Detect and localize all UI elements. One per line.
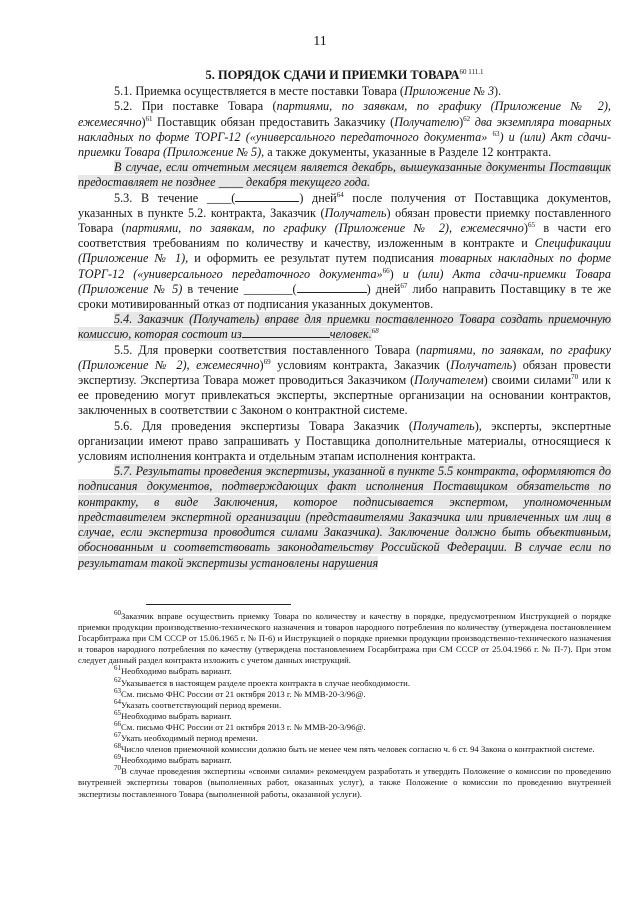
clause-text: 5.2. При поставке Товара ( <box>114 99 277 114</box>
clause-italic: Приложение № 3 <box>403 84 495 99</box>
clause-text: или к ее проведению могут привлекаться эксперты, экспертные организации на основании контрактов, заключенных в соответствии с Законом о контрактной системе. <box>78 373 611 418</box>
footnote-divider <box>146 604 291 605</box>
december-note <box>78 160 611 190</box>
clause-5-5: 5.5. Для проверки соответствия поставленного Товара (партиями, по заявкам, по графику (Приложение № 2), ежемесячно)$^{69}$ условиям контракта, Заказчик (Получатель) обязан провести экспертизу. Экспертиза Товара может проводиться Заказчиком (Получателем) своими силами$^{70}$ или к ее проведению могут привлекаться эксперты, экспертные организации на основании контрактов, заключенных в соответствии с Законом о контрактной системе. <box>78 342 611 418</box>
clause-text: либо направить Поставщику в те же сроки мотивированный отказ от подписания указанных документов. <box>78 281 611 312</box>
footnote-65 <box>78 708 611 722</box>
clause-5-3: 5.3. В течение ____( ) дней$^{64}$ после получения от Поставщика документов, указанных в пункте 5.2. контракта, Заказчик (Получатель) обязан провести приемку поставленного Товара (партиями, по заявкам, по графику (Приложение № 2), ежемесячно)$^{65}$ в части его соответствия требованиям по количеству и качеству, изложенным в контракте и Спецификации (Приложение № 1), и оформить ее результат путем подписания товарных накладных по форме ТОРГ-12 («универсального передаточного документа»$^{66}$) и (или) Акта сдачи-приемки Товара (Приложение № 5) в течение ________( ) дней$^{67}$ либо направить Поставщику в те же сроки мотивированный отказ от подписания указанных документов. <box>78 190 612 312</box>
footnote-62 <box>78 675 611 689</box>
footnote-text: Необходимо выбрать вариант. <box>121 666 232 677</box>
footnote-ref: 64 <box>336 190 344 199</box>
clause-italic: Получатель <box>412 418 475 433</box>
clause-text: в части его соответствия требованиям по количеству и качеству, изложенным в контракте и <box>78 221 612 251</box>
clause-text: 5.5. Для проверки соответствия поставленного Товара ( <box>114 342 421 357</box>
clause-italic: Спецификации (Приложение № 1) <box>78 236 611 266</box>
clause-italic: партиями, по заявкам, по графику (Приложение № 2), ежемесячно <box>78 99 611 129</box>
clause-5-4 <box>78 312 611 342</box>
clause-italic: товарных накладных по форме ТОРГ-12 («универсального передаточного документа» <box>78 251 611 281</box>
clause-text: Поставщик обязан предоставить Заказчику ( <box>152 114 395 129</box>
clause-text: 5.1. Приемка осуществляется в месте поставки Товара ( <box>114 84 404 99</box>
clause-5-2: 5.2. При поставке Товара (партиями, по заявкам, по графику (Приложение № 2), ежемесячно)$^{61}$ Поставщик обязан предоставить Заказчику (Получателю)$^{62}$ два экземпляра товарных накладных по форме ТОРГ-12 («универсального передаточного документа» $^{63}$) и (или) Акт сдачи-приемки Товара (Приложение № 5), а также документы, указанные в Разделе 12 контракта. <box>78 99 612 160</box>
footnote-text: Необходимо выбрать вариант. <box>121 710 232 721</box>
footnote-number: 60 <box>114 609 121 618</box>
footnote-ref: 67 <box>400 281 408 290</box>
footnote-text: Указать соответствующий период времени. <box>121 699 282 710</box>
footnote-ref: 70 <box>571 373 579 381</box>
heading-footnote-refs: 60 111.1 <box>459 67 484 76</box>
blank-field <box>235 191 299 202</box>
footnote-ref: 66 <box>382 266 390 275</box>
footnote-70 <box>78 766 611 799</box>
clause-italic: Получателем <box>414 373 484 388</box>
clause-italic: два экземпляра товарных накладных по форме ТОРГ-12 («универсального передаточного документа» <box>78 114 611 144</box>
footnote-number: 63 <box>114 686 121 695</box>
footnote-ref: 69 <box>263 357 271 366</box>
footnote-list <box>78 611 611 800</box>
footnote-number: 67 <box>114 731 121 740</box>
footnote-text: Укать необходимый период времени. <box>121 733 258 744</box>
footnote-ref: 61 <box>145 114 153 123</box>
page-number: 11 <box>313 34 327 49</box>
contract-section <box>78 68 611 571</box>
footnote-60 <box>78 611 611 666</box>
clause-italic: и (или) Акта сдачи-приемки Товара (Приложение № 5) <box>78 266 611 296</box>
footnote-text: См. письмо ФНС России от 21 октября 2013 г. № ММВ-20-3/96@. <box>121 721 366 732</box>
clause-text: ). <box>494 84 502 99</box>
clause-text: в течение ________( <box>182 281 297 296</box>
footnote-number: 65 <box>114 708 121 717</box>
footnote-61 <box>78 666 611 677</box>
footnote-text: Число членов приемочной комиссии должно быть не менее чем пять человек согласно ч. 6 ст. 94 Закона о контрактной системе. <box>121 744 595 755</box>
blank-field <box>242 327 330 338</box>
clause-text: ) дней <box>299 190 337 205</box>
footnote-text: В случае проведения экспертизы «своими силами» рекомендуем разработать и утвердить Положение о комиссии по проведению внутренней экспертизы товаров (выполненных работ, оказанных услуг), а также Положение о комиссии по проведению внутренней экспертизы поставленного Товара (выполненной работы, оказанной услуги). <box>78 766 611 799</box>
footnote-69 <box>78 755 611 766</box>
footnote-number: 69 <box>114 753 121 762</box>
clause-italic: Получатель <box>324 205 387 220</box>
section-title: 5. ПОРЯДОК СДАЧИ И ПРИЕМКИ ТОВАРА <box>205 68 460 82</box>
clause-text: ) дней <box>366 281 401 296</box>
footnote-text: Необходимо выбрать вариант. <box>121 755 232 766</box>
footnote-number: 61 <box>114 664 121 673</box>
footnote-67 <box>78 733 611 744</box>
clause-text: 5.6. Для проведения экспертизы Товара Заказчик ( <box>114 418 413 433</box>
footnote-number: 68 <box>114 742 121 751</box>
clause-text: ), эксперты, экспертные организации имеют право запрашивать у Поставщика дополнительные материалы, относящиеся к условиям исполнения контракта и отдельным этапам исполнения контракта. <box>78 418 612 464</box>
footnote-text: Указывается в настоящем разделе проекта контракта в случае необходимости. <box>121 677 410 688</box>
clause-text: условиям контракта, Заказчик ( <box>270 357 451 372</box>
footnote-68 <box>78 744 611 755</box>
clause-text: , и оформить ее результат путем подписания <box>185 251 440 266</box>
footnote-ref: 68 <box>371 327 379 336</box>
highlighted-text: В случае, если отчетным месяцем является декабрь, вышеуказанные документы Поставщик предоставляет не позднее ____ декабря текущего года. <box>78 160 611 190</box>
clause-5-7 <box>78 464 611 570</box>
clause-text: ) обязан провести приемку поставленного Товара ( <box>78 205 612 236</box>
clause-text: , а также документы, указанные в Разделе 12 контракта. <box>261 145 552 160</box>
clause-italic: 5.4. Заказчик (Получатель) вправе для приемки поставленного Товара создать приемочную комиссию, которая состоит из <box>78 312 611 342</box>
clause-italic: человек. <box>329 327 372 342</box>
highlighted-text <box>78 312 611 341</box>
clause-text: после получения от Поставщика документов, указанных в пункте 5.2. контракта, Заказчик ( <box>78 190 611 220</box>
footnote-ref: 63 <box>492 129 500 138</box>
clause-italic: партиями, по заявкам, по графику (Приложение № 2), ежемесячно <box>78 342 611 372</box>
clause-italic: Получателю <box>394 114 460 129</box>
clause-text: 5.3. В течение ____( <box>114 190 236 205</box>
highlighted-text: 5.7. Результаты проведения экспертизы, указанной в пункте 5.5 контракта, оформляются до подписания документов, подтверждающих факт исполнения Поставщиком обязательств по контракту, в виде Заключения, которое подписывается экспертом, уполномоченным представителем экспертной организации (представителями Заказчика или привлеченных им лиц в случае, если экспертиза проводится силами Заказчика). Заключение должно быть объективным, обоснованным и соответствовать законодательству Российской Федерации. В случае если по результатам такой экспертизы установлены нарушения <box>78 464 611 570</box>
footnote-number: 64 <box>114 697 121 706</box>
clause-5-6 <box>78 419 611 465</box>
footnote-number: 62 <box>114 675 121 684</box>
blank-field <box>297 282 367 293</box>
clause-text: ) обязан провести экспертизу. Экспертиза Товара может проводиться Заказчиком ( <box>78 357 611 388</box>
footnote-number: 66 <box>114 720 121 729</box>
footnote-66 <box>78 722 611 733</box>
clause-italic: ) и (или) Акт сдачи-приемки Товара (Приложение № 5) <box>78 129 612 160</box>
footnote-ref: 62 <box>463 114 471 123</box>
footnote-ref: 65 <box>527 220 535 229</box>
footnote-number: 70 <box>114 764 121 773</box>
footnote-63 <box>78 686 611 700</box>
footnote-64 <box>78 697 611 711</box>
clause-text: ) своими силами <box>483 373 572 388</box>
footnote-text: Заказчик вправе осуществить приемку Товара по количеству и качеству в порядке, предусмотренном Инструкцией о порядке приемки продукции производственно-технического назначения и товаров народного потребления по количеству (утверждена постановлением Госарбитража при СМ СССР от 15.06.1965 г. № П-6) и Инструкцией о порядке приемки продукции производственно-технического назначения и товаров народного потребления по качеству (утверждена постановлением Госарбитража при СМ СССР от 25.04.1966 г. № П-7). При этом следует данный раздел контракта изложить с учетом данных инструкций. <box>78 611 611 666</box>
section-heading <box>78 68 611 83</box>
footnote-text: См. письмо ФНС России от 21 октября 2013 г. № ММВ-20-3/96@. <box>121 688 366 699</box>
clause-5-1 <box>78 84 611 99</box>
footnotes <box>78 604 611 800</box>
clause-italic: Получатель <box>450 357 513 372</box>
clause-italic: партиями, по заявкам, по графику (Приложение № 2), ежемесячно <box>125 221 524 236</box>
